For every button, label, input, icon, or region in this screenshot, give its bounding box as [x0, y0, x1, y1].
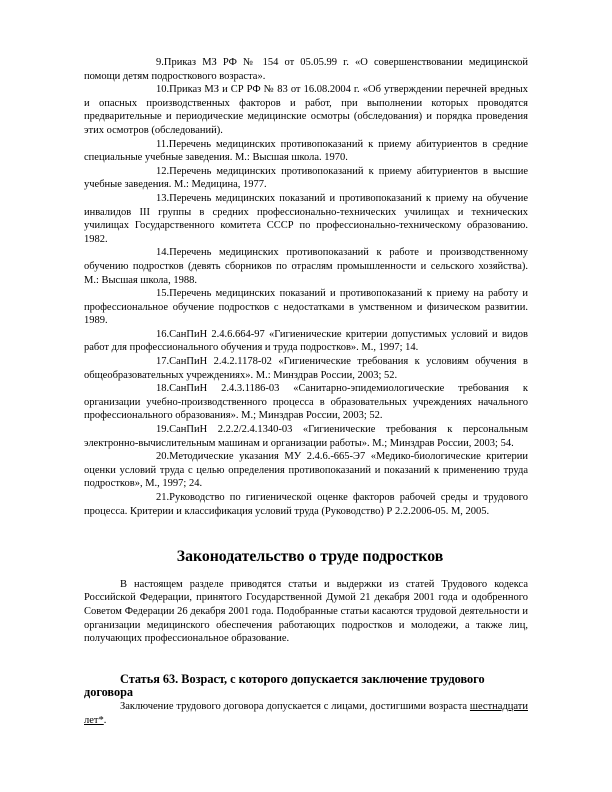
spacer: [84, 646, 528, 673]
reference-number: 9.: [156, 57, 164, 68]
reference-item: [84, 328, 528, 355]
reference-text: Приказ МЗ и СР РФ № 83 от 16.08.2004 г. «Об утверждении перечней вредных и опасных производственных факторов и работ, при выполнении которых проводятся предварительные и периодические медицинские осмотры (обследования) и порядка проведения этих осмотров (обследований).: [84, 84, 528, 136]
reference-number: 16.: [156, 328, 170, 340]
reference-item: [84, 165, 528, 192]
reference-number: 21.: [156, 492, 170, 503]
reference-number: 17.: [156, 356, 170, 368]
reference-item: [84, 355, 528, 382]
reference-item: [84, 138, 528, 165]
reference-item: [84, 83, 528, 137]
reference-text: Методические указания МУ 2.4.6.-665-Э7 «Медико-биологические критерии оценки условий труда с целью определения противопоказаний и показаний к применению труда подростков», М., 1997; 24.: [84, 451, 528, 490]
reference-number: 11.: [156, 138, 169, 150]
reference-number: 20.: [156, 451, 170, 463]
reference-number: 12.: [156, 165, 170, 177]
section-heading: Законодательство о труде подростков: [176, 548, 444, 566]
reference-number: 19.: [156, 424, 170, 436]
reference-number: 18.: [156, 383, 170, 395]
article-text: Заключение трудового договора допускается с лицами, достигшими возраста: [120, 700, 470, 712]
article-underlined-text: шестнадцати лет*: [84, 700, 528, 726]
reference-text: Приказ МЗ РФ № 154 от 05.05.99 г. «О совершенствовании медицинской помощи детям подросткового возраста».: [84, 57, 528, 82]
reference-text: СанПиН 2.4.6.664-97 «Гигиенические критерии допустимых условий и видов работ для профессионального обучения и труда подростков». М., 1997; 14.: [84, 328, 528, 354]
reference-text: Перечень медицинских противопоказаний к работе и производственному обучению подростков (девять сборников по отраслям промышленности и сельского хозяйства). М.: Высшая школа, 1988.: [84, 247, 528, 286]
article-heading: Статья 63. Возраст, с которого допускается заключение трудового договора: [84, 671, 485, 700]
reference-text: Перечень медицинских показаний и противопоказаний к приему на работу и профессиональное обучение подростков с недостатками в умственном и физическом развитии. 1989.: [84, 288, 528, 327]
reference-text: Перечень медицинских противопоказаний к приему абитуриентов в средние специальные учебные заведения. М.: Высшая школа. 1970.: [84, 138, 528, 164]
reference-number: 15.: [156, 288, 170, 300]
article-paragraph: [84, 700, 528, 727]
reference-text: СанПиН 2.4.2.1178-02 «Гигиенические требования к условиям обучения в общеобразовательных учреждениях». М.: Минздрав России, 2003; 52.: [84, 356, 528, 381]
reference-item: [84, 382, 528, 423]
reference-list: [84, 56, 528, 518]
reference-text: СанПиН 2.4.3.1186-03 «Санитарно-эпидемиологические требования к организации учебно-производственного процесса в образовательных учреждениях начального профессионального образования». М.; Минздрав России, 2003; 52.: [84, 383, 528, 422]
reference-item: [84, 56, 528, 83]
section-intro-paragraph: В настоящем разделе приводятся статьи и выдержки из статей Трудового кодекса Российской Федерации, принятого Государственной Думой 21 декабря 2001 года и одобренного Советом Федерации 26 декабря 2001 года. Подобранные статьи касаются трудовой деятельности и организации медицинского обеспечения работающих подростков и молодежи, а также лиц, получающих профессиональное образование.: [84, 578, 528, 645]
reference-text: Перечень медицинских противопоказаний к приему абитуриентов в высшие учебные заведения. М.: Медицина, 1977.: [84, 165, 528, 191]
reference-item: [84, 246, 528, 287]
spacer: [84, 518, 528, 550]
reference-item: [84, 491, 528, 518]
reference-item: [84, 192, 528, 246]
spacer: [84, 564, 528, 578]
reference-number: 10.: [156, 84, 170, 96]
reference-item: [84, 423, 528, 450]
reference-number: 13.: [156, 192, 170, 204]
article-text-end: .: [103, 714, 107, 726]
reference-item: [84, 287, 528, 328]
reference-text: Руководство по гигиенической оценке факторов рабочей среды и трудового процесса. Критерии и классификация условий труда (Руководство) Р 2.2.2006-05. М, 2005.: [84, 492, 528, 517]
reference-number: 14.: [156, 247, 170, 259]
reference-text: Перечень медицинских показаний и противопоказаний к приему на обучение инвалидов III группы в средних профессионально-технических училищах и технических училищах Государственного комитета СССР по профессионально-техническому образованию. 1982.: [84, 192, 528, 245]
reference-text: СанПиН 2.2.2/2.4.1340-03 «Гигиенические требования к персональным электронно-вычислительным машинам и организации работы». М.; Минздрав России, 2003; 54.: [84, 424, 528, 449]
document-page: [84, 56, 528, 727]
reference-item: [84, 450, 528, 491]
